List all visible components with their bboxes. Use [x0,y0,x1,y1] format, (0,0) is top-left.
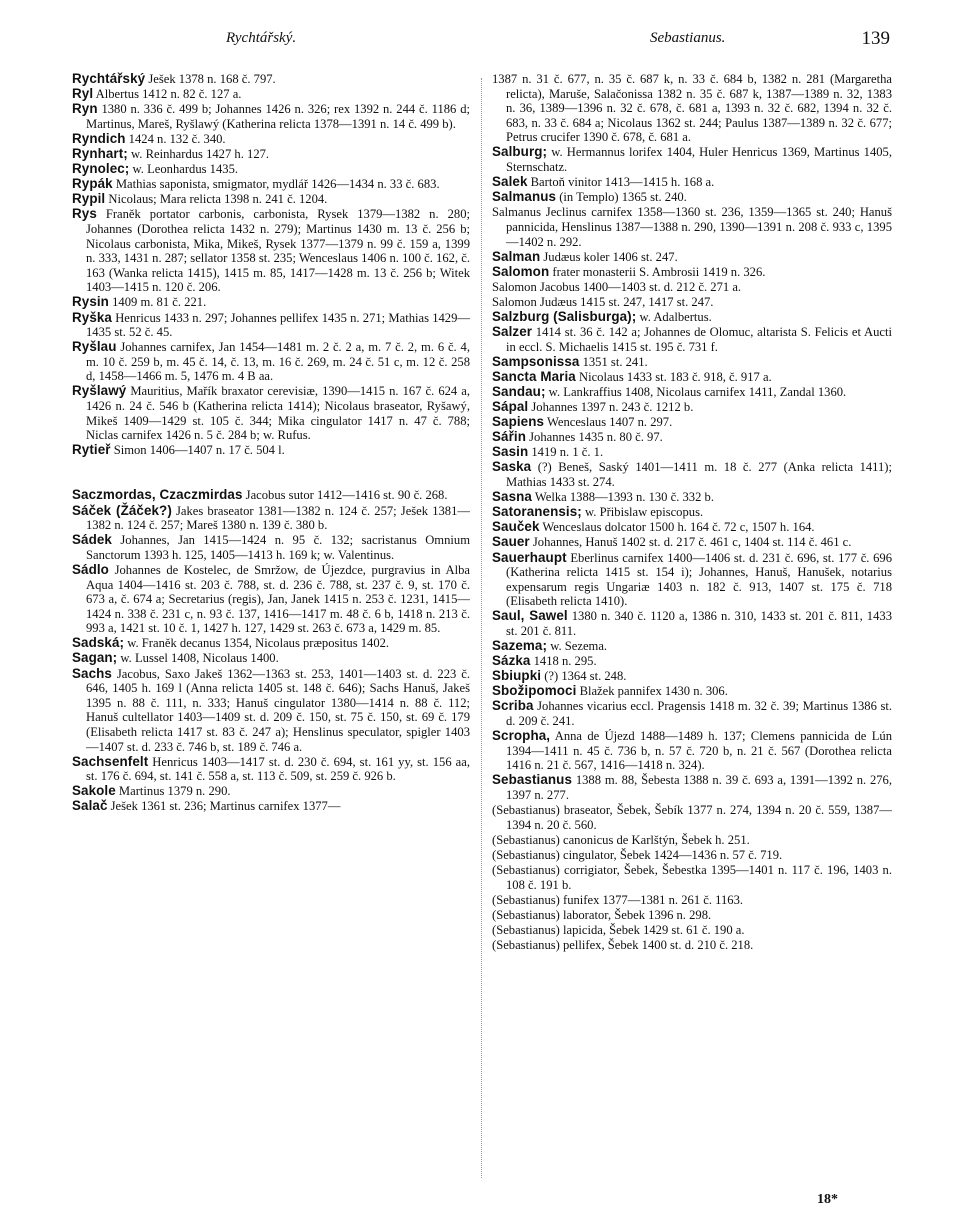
right-column [492,72,892,953]
right-column-entries [492,72,892,953]
entry-text: 1388 m. 88, Šebesta 1388 n. 39 č. 693 a, 1391—1392 n. 276, 1397 n. 277. [506,773,892,802]
entry-text: w. Lankraffius 1408, Nicolaus carnifex 1411, Zandal 1360. [545,384,847,399]
left-column-s-entries [72,488,470,814]
entry-text: w. Hermannus lorifex 1404, Huler Henricus 1369, Martinus 1405, Sternschatz. [506,145,892,175]
dictionary-entry [492,773,892,802]
dictionary-entry [492,520,892,535]
entry-headword: Saczmordas, Czaczmirdas [72,487,243,503]
dictionary-entry [72,87,470,102]
entry-headword: Sebastianus [492,772,572,788]
entry-text: (Sebastianus) corrigiator, Šebek, Šebestka 1395—1401 n. 117 č. 196, 1403 n. 108 č. 191 b. [492,862,892,892]
entry-headword: Rypák [72,176,113,192]
dictionary-entry [492,505,892,520]
entry-text: Jacobus, Saxo Jakeš 1362—1363 st. 253, 1401—1403 st. d. 223 č. 646, 1405 h. 169 l (Anna relicta 1405 st. 148 č. 646); Sachs Hanuš, Jakeš 1395 n. 88 č. 111, n. 333; Hanuš cingulator 1380—1414 n. 88 č. 112; Hanuš cultellator 1403—1409 st. d. 209 č. 150, st. 75 č. 150, st. 69 č. 179 (Elisabeth relicta 1417 st. 83 č. 247 a); Henslinus speculator, spigler 1403—1407 st. d. 233 č. 746 b, st. 189 č. 746 a. [86,666,470,754]
entry-text: Mauritius, Mařík braxator cerevisiæ, 1390—1415 n. 167 č. 624 a, 1426 n. 24 č. 546 b (Katherina relicta 1414); Nicolaus braseator, Ryšawý, Mikeš 1409—1429 st. 105 č. 344; Mika cingulator 1417 n. 47 č. 788; Niclas carnifex 1426 n. 5 č. 284 b; w. Rufus. [86,384,470,443]
dictionary-entry [492,833,892,848]
dictionary-entry [492,654,892,669]
entry-headword: Salman [492,248,541,264]
entry-headword: Scriba [492,698,534,714]
dictionary-entry [492,729,892,773]
dictionary-entry [72,177,470,192]
entry-text: w. Adalbertus. [636,310,712,324]
entry-headword: Sasin [492,444,529,460]
entry-text: Johannes de Kostelec, de Smržow, de Újezdce, purgravius in Alba Aqua 1404—1416 st. 203 č. 788, st. d. 236 č. 788, st. 237 č. 9, st. 170 č. 673 a, č. 674 a; Secretarius (regis), Jan, Janek 1415 n. 253 č. 1231, 1415—1424 n. 338 č. 231 c, n. 93 č. 137, 1416—1417 m. 48 č. 6 b, 1418 n. 213 č. 993 a, 1421 st. 10 č. 1, 1427 h. 127, 1429 st. 263 č. 673 a, 1429 m. 85. [86,562,470,636]
left-column [72,72,470,815]
dictionary-entry [72,533,470,562]
entry-text: Salmanus Jeclinus carnifex 1358—1360 st. 236, 1359—1365 st. 240; Hanuš pannicida, Henslinus 1387—1388 n. 290, 1390—1391 n. 208 č. 933 c, 1395—1402 n. 292. [492,205,892,249]
entry-text: (in Templo) 1365 st. 240. [556,190,687,205]
entry-text: (Sebastianus) laborator, Šebek 1396 n. 298. [492,907,712,922]
dictionary-entry [492,490,892,505]
entry-text: (Sebastianus) canonicus de Karlštýn, Šebek h. 251. [492,832,750,847]
entry-text: (?) Beneš, Saský 1401—1411 m. 18 č. 277 (Anka relicta 1411); Mathias 1433 st. 274. [506,460,892,490]
entry-headword: Sázka [492,653,531,669]
entry-headword: Sapiens [492,414,545,430]
running-head-right: Sebastianus. [650,30,726,46]
entry-text: Nicolaus; Mara relicta 1398 n. 241 č. 1204. [105,192,328,207]
entry-headword: Sbožipomoci [492,683,577,699]
dictionary-entry [72,340,470,384]
entry-text: (Sebastianus) funifex 1377—1381 n. 261 č. 1163. [492,892,744,907]
left-column-r-entries [72,72,470,458]
dictionary-entry [72,147,470,162]
entry-headword: Ryn [72,101,98,117]
dictionary-entry [492,295,892,310]
entry-headword: Sadská; [72,635,125,651]
dictionary-entry [492,908,892,923]
entry-text: Wenceslaus 1407 n. 297. [544,415,673,430]
signature-mark: 18* [817,1192,838,1207]
entry-headword: Salek [492,174,528,190]
entry-text: Simon 1406—1407 n. 17 č. 504 l. [110,443,285,458]
entry-text: Welka 1388—1393 n. 130 č. 332 b. [531,490,714,505]
dictionary-entry [492,190,892,205]
dictionary-entry [72,295,470,310]
entry-text: Johannes 1435 n. 80 č. 97. [526,430,663,445]
section-gap [72,458,470,488]
entry-headword: Sancta Maria [492,368,576,384]
entry-headword: Sasna [492,489,532,505]
dictionary-entry [72,799,470,814]
entry-headword: Saska [492,459,532,475]
dictionary-entry [492,280,892,295]
entry-text: 1409 m. 81 č. 221. [108,295,207,310]
dictionary-entry [492,609,892,638]
dictionary-entry [492,923,892,938]
entry-headword: Rytieř [72,442,111,458]
entry-text: (Sebastianus) cingulator, Šebek 1424—1436 n. 57 č. 719. [492,847,783,862]
dictionary-entry [492,310,892,325]
entry-text: 1424 n. 132 č. 340. [125,131,226,146]
entry-text: 1351 st. 241. [579,354,648,369]
entry-headword: Scropha, [492,728,551,744]
dictionary-entry [492,699,892,728]
dictionary-entry [72,207,470,295]
dictionary-entry [72,443,470,458]
dictionary-entry [72,636,470,651]
entry-headword: Sádlo [72,561,109,577]
entry-text: Anna de Újezd 1488—1489 h. 137; Clemens pannicida de Lún 1394—1411 n. 45 č. 736 b, n. 57 č. 720 b, n. 21 č. 567 (Dorothea relicta 1416 n. 21 č. 567, 1416—1418 n. 324). [506,729,892,773]
entry-headword: Salburg; [492,144,548,160]
entry-text: Ješek 1378 n. 168 č. 797. [145,72,276,86]
entry-text: w. Leonhardus 1435. [129,162,239,177]
entry-text: 1414 st. 36 č. 142 a; Johannes de Olomuc, altarista S. Felicis et Aucti in eccl. S. Michaelis 1415 st. 195 č. 731 f. [506,325,892,354]
entry-text: Jacobus sutor 1412—1416 st. 90 č. 268. [242,488,448,503]
dictionary-entry [492,400,892,415]
dictionary-entry [492,385,892,400]
dictionary-entry [72,651,470,666]
dictionary-entry [492,460,892,489]
entry-headword: Sandau; [492,383,546,399]
entry-headword: Rychtářský [72,71,146,86]
dictionary-entry [492,535,892,550]
entry-text: Judæus koler 1406 st. 247. [540,249,678,264]
dictionary-entry [72,311,470,340]
entry-text: (Sebastianus) pellifex, Šebek 1400 st. d. 210 č. 218. [492,937,754,952]
dictionary-entry [492,445,892,460]
entry-text: Johannes 1397 n. 243 č. 1212 b. [528,400,694,415]
entry-headword: Sauer [492,534,530,550]
dictionary-entry [492,803,892,832]
dictionary-entry [72,667,470,755]
entry-headword: Satoranensis; [492,504,582,520]
entry-headword: Ryšlau [72,339,117,355]
dictionary-entry [492,684,892,699]
entry-text: Eberlinus carnifex 1400—1406 st. d. 231 č. 696, st. 177 č. 696 (Katherina relicta 1415 st. 154 i); Johannes, Hanuš, Hanušek, notarius expensarum regis Ungariæ 1403 n. 182 č. 913, 1407 st. 175 č. 718 (Elisabeth relicta 1410). [506,550,892,609]
dictionary-entry [492,325,892,354]
entry-text: w. Lussel 1408, Nicolaus 1400. [117,651,279,666]
dictionary-entry [492,863,892,892]
entry-text: 1380 n. 340 č. 1120 a, 1386 n. 310, 1433 st. 201 č. 811, 1433 st. 201 č. 811. [506,609,892,638]
entry-text: frater monasterii S. Ambrosii 1419 n. 326. [549,264,766,279]
entry-headword: Rynhart; [72,145,128,161]
running-head-left: Rychtářský. [226,30,297,46]
dictionary-entry [72,488,470,503]
dictionary-entry [492,72,892,145]
entry-text: Salomon Jacobus 1400—1403 st. d. 212 č. 271 a. [492,279,742,294]
entry-headword: Sbiupki [492,668,542,684]
entry-headword: Sazema; [492,638,548,654]
dictionary-entry [72,132,470,147]
entry-headword: Ryl [72,86,94,102]
dictionary-entry [72,72,470,87]
entry-text: Albertus 1412 n. 82 č. 127 a. [93,87,242,102]
dictionary-entry [72,755,470,784]
entry-headword: Sachsenfelt [72,753,149,769]
entry-text: Johannes vicarius eccl. Pragensis 1418 m. 32 č. 39; Martinus 1386 st. d. 209 č. 241. [506,699,892,729]
entry-text: w. Reinhardus 1427 h. 127. [127,146,270,161]
entry-text: 1380 n. 336 č. 499 b; Johannes 1426 n. 326; rex 1392 n. 244 č. 1186 d; Martinus, Mareš, Ryšlawý (Katherina relicta 1378—1391 n. 14 č. 499 b). [86,102,470,131]
entry-text: 1419 n. 1 č. 1. [528,445,604,460]
entry-headword: Ryndich [72,130,126,146]
entry-headword: Rynolec; [72,161,130,177]
entry-headword: Sagan; [72,650,118,666]
dictionary-entry [492,430,892,445]
dictionary-entry [492,175,892,190]
entry-text: Blažek pannifex 1430 n. 306. [576,684,728,699]
entry-text: (?) 1364 st. 248. [541,669,627,684]
dictionary-entry [492,250,892,265]
dictionary-entry [72,384,470,442]
entry-text: (Sebastianus) lapicida, Šebek 1429 st. 61 č. 190 a. [492,922,745,937]
entry-headword: Rypil [72,191,106,207]
dictionary-entry [492,893,892,908]
entry-text: 1418 n. 295. [530,654,597,669]
entry-headword: Saul, Sawel [492,608,568,624]
entry-headword: Salomon [492,263,550,279]
dictionary-entry [492,145,892,174]
dictionary-entry [492,669,892,684]
dictionary-entry [492,848,892,863]
entry-text: Johannes, Hanuš 1402 st. d. 217 č. 461 c, 1404 st. 114 č. 461 c. [529,535,852,550]
entry-text: Wenceslaus dolcator 1500 h. 164 č. 72 c, 1507 h. 164. [539,520,815,535]
entry-text: Henricus 1403—1417 st. d. 230 č. 694, st. 161 yy, st. 156 aa, st. 176 č. 694, st. 141 č. 558 a, st. 113 č. 509, st. 259 č. 926 b. [86,754,470,784]
entry-headword: Salmanus [492,189,557,205]
entry-headword: Rys [72,206,97,222]
entry-text: Johannes carnifex, Jan 1454—1481 m. 2 č. 2 a, m. 7 č. 2, m. 6 č. 4, m. 10 č. 259 b, m. 45 č. 14, č. 13, m. 16 č. 269, m. 24 č. 51 c, m. 12 č. 258 d, 1458—1466 m. 5, 1476 m. 4 B aa. [86,340,470,384]
entry-text: w. Přibislaw episcopus. [581,505,704,520]
dictionary-entry [492,938,892,953]
entry-headword: Sachs [72,665,112,681]
dictionary-entry [492,415,892,430]
entry-text: Nicolaus 1433 st. 183 č. 918, č. 917 a. [575,369,772,384]
entry-headword: Ryška [72,309,112,325]
entry-headword: Salač [72,798,108,814]
entry-headword: Ryšlawý [72,383,127,399]
entry-text: w. Franěk decanus 1354, Nicolaus præpositus 1402. [124,636,390,651]
dictionary-entry [72,192,470,207]
dictionary-entry [72,504,470,533]
entry-headword: Sářin [492,429,526,445]
entry-text: Johannes, Jan 1415—1424 n. 95 č. 132; sacristanus Omnium Sanctorum 1393 h. 125, 1405—1413 h. 169 k; w. Valentinus. [86,533,470,562]
entry-text: Mathias saponista, smigmator, mydlář 1426—1434 n. 33 č. 683. [112,177,440,192]
entry-headword: Sampsonissa [492,353,580,369]
entry-text: 1387 n. 31 č. 677, n. 35 č. 687 k, n. 33 č. 684 b, 1382 n. 281 (Margaretha relicta), Maruše, Salačonissa 1382 n. 35 č. 687 k, 1387—1389 n. 32, 1383 n. 36, 1389—1396 n. 32 č. 678, č. 681 a, 1393 n. 32 č. 682, 1394 n. 32 č. 683, n. 33 č. 684 a; Nicolaus 1362 st. 244; Paulus 1387—1389 n. 32 č. 677; Petrus crucifer 1390 č. 678, č. 681 a. [492,72,892,145]
dictionary-entry [72,102,470,131]
entry-headword: Sádek [72,532,112,548]
entry-headword: Salzer [492,324,533,340]
dictionary-entry [72,563,470,636]
entry-headword: Sakole [72,783,116,799]
entry-text: (Sebastianus) braseator, Šebek, Šebík 1377 n. 274, 1394 n. 20 č. 559, 1387—1394 n. 20 č. 560. [492,803,892,832]
entry-headword: Sauček [492,519,540,535]
dictionary-entry [492,370,892,385]
dictionary-entry [492,265,892,280]
entry-headword: Sápal [492,399,529,415]
dictionary-entry [492,205,892,249]
dictionary-entry [72,784,470,799]
entry-text: Henricus 1433 n. 297; Johannes pellifex 1435 n. 271; Mathias 1429—1435 st. 52 č. 45. [86,310,470,340]
entry-text: Jakes braseator 1381—1382 n. 124 č. 257; Ješek 1381—1382 n. 124 č. 257; Mareš 1380 n. 139 č. 380 b. [86,503,470,533]
dictionary-entry [492,355,892,370]
entry-headword: Sáček (Žáček?) [72,502,172,518]
column-divider [481,78,482,1178]
entry-text: Franěk portator carbonis, carbonista, Rysek 1379—1382 n. 280; Johannes (Dorothea relicta 1432 n. 279); Martinus 1430 m. 13 č. 256 b; Nicolaus carbonista, Mika, Mikeš, Rysek 1377—1379 n. 99 č. 159 a, 1399 n. 333, 1431 n. 287; sellator 1358 st. 235; Wenceslaus 1406 n. 100 č. 162, č. 163 (Wanka relicta 1415), 1415 m. 85, 1417—1428 m. 13 č. 256 b; Witek 1403—1415 n. 120 č. 206. [86,207,470,295]
dictionary-entry [72,162,470,177]
entry-text: Salomon Judæus 1415 st. 247, 1417 st. 247. [492,294,714,309]
dictionary-entry [492,639,892,654]
entry-text: Ješek 1361 st. 236; Martinus carnifex 1377— [107,799,341,814]
dictionary-entry [492,551,892,609]
entry-headword: Sauerhaupt [492,549,567,565]
entry-text: w. Sezema. [547,639,608,654]
page-number: 139 [861,28,890,49]
entry-headword: Salzburg (Salisburga); [492,309,637,324]
entry-text: Martinus 1379 n. 290. [115,784,231,799]
entry-text: Bartoň vinitor 1413—1415 h. 168 a. [527,175,715,190]
entry-headword: Rysin [72,294,109,310]
